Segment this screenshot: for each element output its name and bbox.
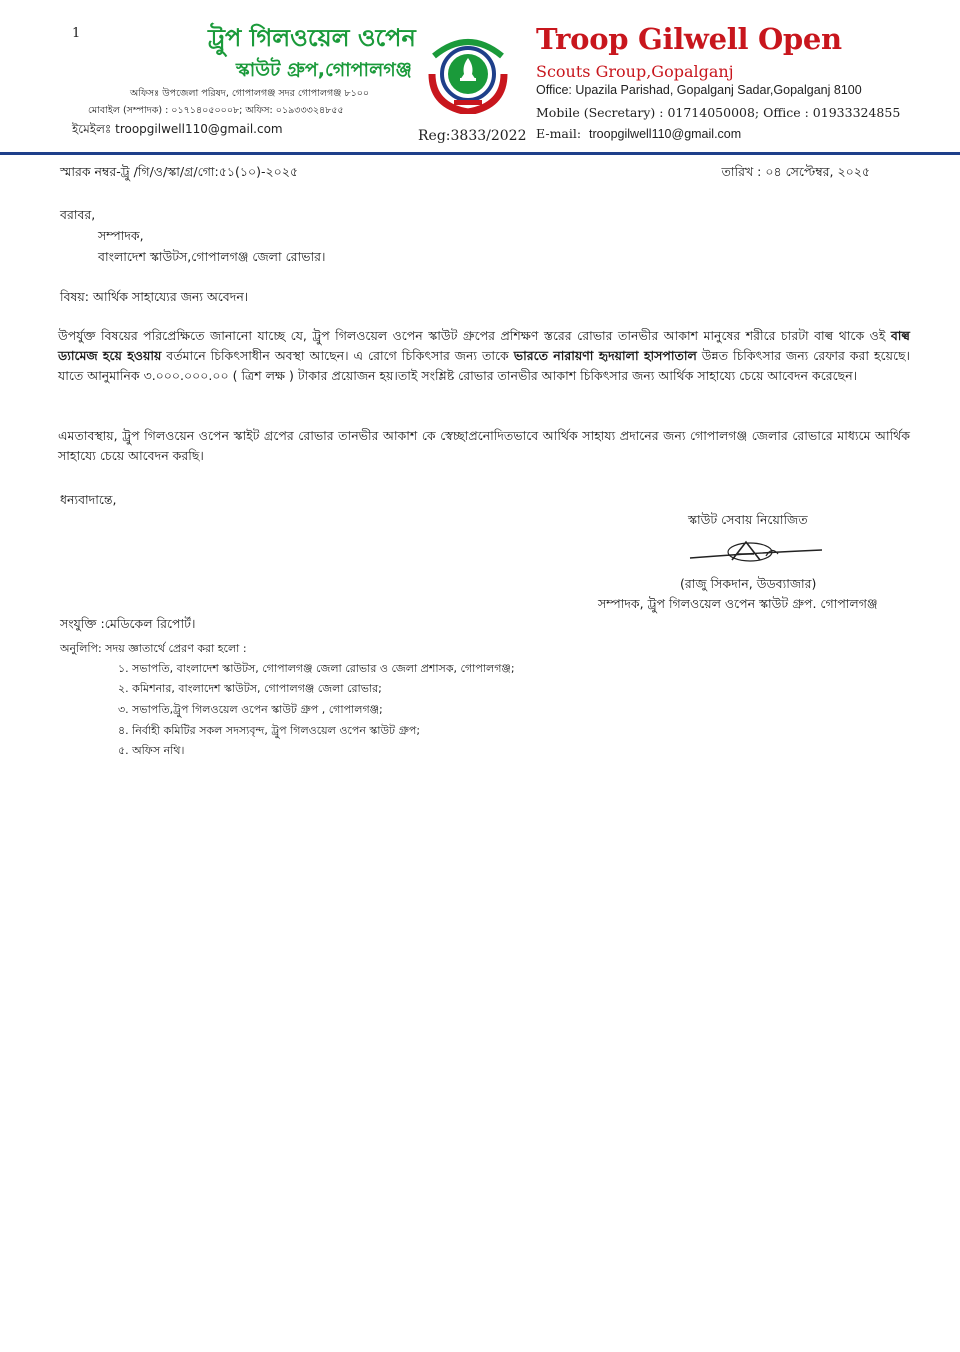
office-address-bengali: অফিসঃ উপজেলা পরিষদ, গোপালগঞ্জ সদর গোপালগঞ্জ ৮১০০ xyxy=(130,88,370,99)
cc-item: ৫. অফিস নথি। xyxy=(118,744,185,757)
org-title-bengali: ট্রুপ গিলওয়েল ওপেন xyxy=(208,24,416,52)
memo-number: স্মারক নম্বর-ট্রু /গি/ও/স্কা/গ্র/গো:৫১(১০)-২০২৫ xyxy=(60,164,298,179)
cc-item: ৪. নির্বাহী কমিটির সকল সদস্যবৃন্দ, ট্রুপ গিলওয়েল ওপেন স্কাউট গ্রুপ; xyxy=(118,724,421,737)
signatory-designation: সম্পাদক, ট্রুপ গিলওয়েল ওপেন স্কাউট গ্রুপ. গোপালগঞ্জ xyxy=(598,596,878,611)
org-subtitle-english: Scouts Group,Gopalganj xyxy=(536,62,734,81)
attachment-note: সংযুক্তি :মেডিকেল রিপোর্ট। xyxy=(60,616,196,631)
bold-phrase-damage: বাল্ব ড্যামেজ হয়ে হওয়ায় xyxy=(58,328,910,363)
letter-date: তারিখ : ০৪ সেপ্টেম্বর, ২০২৫ xyxy=(721,164,870,179)
cc-item: ৩. সভাপতি,ট্রুপ গিলওয়েল ওপেন স্কাউট গ্রুপ , গোপালগঞ্জ; xyxy=(118,703,383,716)
org-title-english: Troop Gilwell Open xyxy=(536,22,842,56)
bold-phrase-hospital: ভারতে নারায়ণা হৃদয়ালা হাসপাতাল xyxy=(513,348,697,363)
email-english xyxy=(536,126,741,141)
recipient-title: সম্পাদক, xyxy=(98,228,144,243)
cc-heading: অনুলিপি: সদয় জ্ঞাতার্থে প্রেরণ করা হলো : xyxy=(60,642,247,655)
recipient-salutation: বরাবর, xyxy=(60,207,96,222)
cc-item: ২. কমিশনার, বাংলাদেশ স্কাউটস, গোপালগঞ্জ জেলা রোভার; xyxy=(118,682,382,695)
office-address-english: Office: Upazila Parishad, Gopalganj Sadar,Gopalganj 8100 xyxy=(536,83,862,97)
mobile-bengali: মোবাইল (সম্পাদক) : ০১৭১৪০৫০০০৮; অফিস: ০১৯৩৩৩২৪৮৫৫ xyxy=(88,105,344,116)
email-bengali: ইমেইলঃ troopgilwell110@gmail.com xyxy=(72,122,283,136)
cc-item: ১. সভাপতি, বাংলাদেশ স্কাউটস, গোপালগঞ্জ জেলা রোভার ও জেলা প্রশাসক, গোপালগঞ্জ; xyxy=(118,662,515,675)
mobile-english: Mobile (Secretary) : 01714050008; Office : 01933324855 xyxy=(536,105,901,120)
letter-subject: বিষয়: আর্থিক সাহায্যের জন্য অবেদন। xyxy=(60,289,249,304)
body-paragraph-2: এমতাবস্থায়, ট্রুপ গিলওয়েন ওপেন স্কাইট গ্রপের রোভার তানভীর আকাশ কে স্বেচ্ছাপ্রনোদিতভাবে আর্থিক সাহায্য প্রদানের জন্য গোপালগঞ্জ জেলার রোভারে মাধ্যমে আর্থিক সাহায্যে চেয়ে আবেদন করছি। xyxy=(58,428,910,463)
registration-number: Reg:3833/2022 xyxy=(418,128,527,144)
email-value[interactable]: troopgilwell110@gmail.com xyxy=(589,127,742,141)
page-number: 1 xyxy=(72,26,81,41)
signature-caption: স্কাউট সেবায় নিয়োজিত xyxy=(688,512,808,527)
scout-logo-icon xyxy=(424,34,512,114)
header-divider xyxy=(0,152,960,155)
body-paragraph-1: উপর্যুক্ত বিষয়ের পরিপ্রেক্ষিতে জানানো যাচ্ছে যে, ট্রুপ গিলওয়েল ওপেন স্কাউট গ্রুপের প্রশিক্ষণ স্তরের রোভার তানভীর আকাশ মানুষের শরীরে চারটা বাল্ব থাকে ওই বাল্ব ড্যামেজ হয়ে হওয়ায় বর্তমানে চিকিৎসাধীন অবস্থা আছেন। এ রোগে চিকিৎসার জন্য তাকে ভারতে নারায়ণা হৃদয়ালা হাসপাতাল উন্নত চিকিৎসার জন্য রেফার করা হয়েছে। যাতে আনুমানিক ৩.০০০.০০০.০০ ( ত্রিশ লক্ষ ) টাকার প্রয়োজন হয়।তাই সংশ্লিষ্ট রোভার তানভীর আকাশ চিকিৎসার জন্য আর্থিক সাহায্যে চেয়ে আবেদন করেছেন। xyxy=(58,328,911,383)
signatory-name: (রাজু সিকদান, উডব্যাজার) xyxy=(680,576,817,591)
recipient-organization: বাংলাদেশ স্কাউটস,গোপালগঞ্জ জেলা রোভার। xyxy=(98,249,326,264)
email-label: E-mail: xyxy=(536,126,582,141)
org-subtitle-bengali: স্কাউট গ্রুপ,গোপালগঞ্জ xyxy=(236,59,412,81)
closing-thanks: ধন্যবাদান্তে, xyxy=(60,492,117,507)
handwritten-signature xyxy=(686,532,826,572)
